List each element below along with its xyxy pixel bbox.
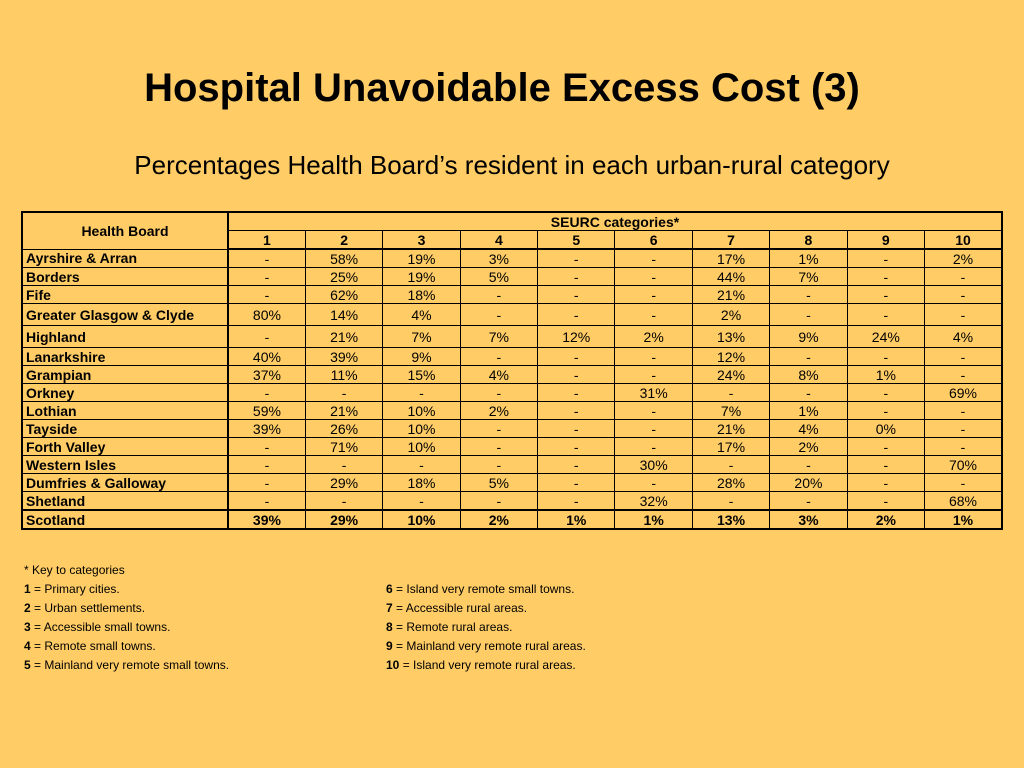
cell-category-3: - bbox=[383, 492, 460, 511]
cell-category-9: - bbox=[847, 249, 924, 268]
cell-category-7: 13% bbox=[692, 510, 769, 529]
key-number: 9 bbox=[386, 639, 393, 653]
cell-category-3: 18% bbox=[383, 474, 460, 492]
cell-category-10: - bbox=[925, 268, 1002, 286]
cell-category-1: 39% bbox=[228, 510, 305, 529]
cell-category-3: 7% bbox=[383, 326, 460, 348]
cell-category-6: 31% bbox=[615, 384, 692, 402]
page-subtitle: Percentages Health Board’s resident in each urban-rural category bbox=[134, 150, 890, 180]
cell-category-5: - bbox=[538, 402, 615, 420]
health-board-name: Tayside bbox=[22, 420, 228, 438]
cell-category-5: - bbox=[538, 268, 615, 286]
cell-category-1: 59% bbox=[228, 402, 305, 420]
key-number: 7 bbox=[386, 601, 393, 615]
health-board-name: Dumfries & Galloway bbox=[22, 474, 228, 492]
cell-category-4: 2% bbox=[460, 402, 537, 420]
cell-category-9: - bbox=[847, 438, 924, 456]
cell-category-6: 1% bbox=[615, 510, 692, 529]
cell-category-5: - bbox=[538, 384, 615, 402]
key-description: = Urban settlements. bbox=[30, 601, 146, 615]
cell-category-8: 7% bbox=[770, 268, 847, 286]
category-header-7: 7 bbox=[692, 231, 769, 250]
key-description: = Remote small towns. bbox=[30, 639, 156, 653]
cell-category-2: 29% bbox=[305, 474, 382, 492]
key-description: = Island very remote rural areas. bbox=[399, 658, 576, 672]
table-row bbox=[22, 268, 1002, 286]
cell-category-8: - bbox=[770, 456, 847, 474]
cell-category-8: - bbox=[770, 384, 847, 402]
cell-category-10: 4% bbox=[925, 326, 1002, 348]
key-description: = Primary cities. bbox=[30, 582, 120, 596]
cell-category-5: - bbox=[538, 474, 615, 492]
health-board-header: Health Board bbox=[22, 212, 228, 249]
cell-category-1: 37% bbox=[228, 366, 305, 384]
cell-category-7: 21% bbox=[692, 420, 769, 438]
cell-category-8: 1% bbox=[770, 402, 847, 420]
cell-category-4: - bbox=[460, 420, 537, 438]
cell-category-8: 4% bbox=[770, 420, 847, 438]
cell-category-9: - bbox=[847, 268, 924, 286]
cell-category-4: 2% bbox=[460, 510, 537, 529]
category-header-4: 4 bbox=[460, 231, 537, 250]
category-header-1: 1 bbox=[228, 231, 305, 250]
cell-category-1: - bbox=[228, 492, 305, 511]
cell-category-10: - bbox=[925, 304, 1002, 326]
cell-category-10: - bbox=[925, 286, 1002, 304]
health-board-name: Forth Valley bbox=[22, 438, 228, 456]
cell-category-3: - bbox=[383, 456, 460, 474]
seurc-group-header: SEURC categories* bbox=[228, 212, 1002, 231]
cell-category-5: - bbox=[538, 420, 615, 438]
cell-category-6: - bbox=[615, 348, 692, 366]
key-description: = Accessible rural areas. bbox=[392, 601, 528, 615]
key-description: = Accessible small towns. bbox=[30, 620, 171, 634]
cell-category-10: - bbox=[925, 474, 1002, 492]
cell-category-6: - bbox=[615, 474, 692, 492]
cell-category-2: 25% bbox=[305, 268, 382, 286]
cell-category-2: 14% bbox=[305, 304, 382, 326]
cell-category-9: - bbox=[847, 348, 924, 366]
health-board-name: Orkney bbox=[22, 384, 228, 402]
cell-category-1: - bbox=[228, 326, 305, 348]
cell-category-5: 1% bbox=[538, 510, 615, 529]
cell-category-2: 71% bbox=[305, 438, 382, 456]
cell-category-8: - bbox=[770, 348, 847, 366]
cell-category-5: - bbox=[538, 366, 615, 384]
category-header-6: 6 bbox=[615, 231, 692, 250]
cell-category-6: - bbox=[615, 304, 692, 326]
cell-category-1: - bbox=[228, 474, 305, 492]
table-row bbox=[22, 420, 1002, 438]
cell-category-9: - bbox=[847, 492, 924, 511]
cell-category-5: 12% bbox=[538, 326, 615, 348]
cell-category-2: 58% bbox=[305, 249, 382, 268]
category-header-3: 3 bbox=[383, 231, 460, 250]
key-description: = Mainland very remote rural areas. bbox=[392, 639, 586, 653]
cell-category-3: 15% bbox=[383, 366, 460, 384]
cell-category-4: 5% bbox=[460, 474, 537, 492]
key-number: 5 bbox=[24, 658, 31, 672]
cell-category-3: 18% bbox=[383, 286, 460, 304]
table-row bbox=[22, 492, 1002, 511]
cell-category-2: 21% bbox=[305, 402, 382, 420]
key-item bbox=[386, 618, 586, 637]
cell-category-10: - bbox=[925, 438, 1002, 456]
cell-category-2: - bbox=[305, 456, 382, 474]
cell-category-8: 1% bbox=[770, 249, 847, 268]
cell-category-5: - bbox=[538, 304, 615, 326]
table-row bbox=[22, 326, 1002, 348]
cell-category-7: 17% bbox=[692, 438, 769, 456]
cell-category-9: - bbox=[847, 456, 924, 474]
key-number: 8 bbox=[386, 620, 393, 634]
key-item bbox=[24, 599, 229, 618]
cell-category-5: - bbox=[538, 348, 615, 366]
cell-category-7: 7% bbox=[692, 402, 769, 420]
cell-category-6: - bbox=[615, 268, 692, 286]
cell-category-5: - bbox=[538, 438, 615, 456]
cell-category-2: 11% bbox=[305, 366, 382, 384]
cell-category-7: 17% bbox=[692, 249, 769, 268]
cell-category-6: - bbox=[615, 366, 692, 384]
cell-category-5: - bbox=[538, 456, 615, 474]
cell-category-9: 1% bbox=[847, 366, 924, 384]
cell-category-2: 39% bbox=[305, 348, 382, 366]
table-row bbox=[22, 384, 1002, 402]
key-item bbox=[24, 637, 229, 656]
cell-category-1: 40% bbox=[228, 348, 305, 366]
key-heading: * Key to categories bbox=[24, 563, 125, 577]
cell-category-10: - bbox=[925, 420, 1002, 438]
cell-category-4: - bbox=[460, 286, 537, 304]
cell-category-2: - bbox=[305, 384, 382, 402]
table-row bbox=[22, 304, 1002, 326]
category-header-5: 5 bbox=[538, 231, 615, 250]
cell-category-9: - bbox=[847, 402, 924, 420]
table-row bbox=[22, 456, 1002, 474]
cell-category-2: 29% bbox=[305, 510, 382, 529]
cell-category-4: - bbox=[460, 384, 537, 402]
cell-category-3: 4% bbox=[383, 304, 460, 326]
key-number: 6 bbox=[386, 582, 393, 596]
cell-category-4: 4% bbox=[460, 366, 537, 384]
cell-category-7: 28% bbox=[692, 474, 769, 492]
cell-category-8: 20% bbox=[770, 474, 847, 492]
key-description: = Remote rural areas. bbox=[392, 620, 513, 634]
key-description: = Mainland very remote small towns. bbox=[30, 658, 230, 672]
cell-category-6: 30% bbox=[615, 456, 692, 474]
cell-category-3: - bbox=[383, 384, 460, 402]
cell-category-7: 21% bbox=[692, 286, 769, 304]
key-number: 2 bbox=[24, 601, 31, 615]
cell-category-10: 1% bbox=[925, 510, 1002, 529]
health-board-name: Lanarkshire bbox=[22, 348, 228, 366]
cell-category-6: - bbox=[615, 438, 692, 456]
key-item bbox=[386, 637, 586, 656]
category-header-10: 10 bbox=[925, 231, 1002, 250]
seurc-table bbox=[21, 211, 1003, 530]
cell-category-6: - bbox=[615, 286, 692, 304]
health-board-name: Lothian bbox=[22, 402, 228, 420]
cell-category-1: - bbox=[228, 286, 305, 304]
cell-category-7: - bbox=[692, 456, 769, 474]
health-board-name: Borders bbox=[22, 268, 228, 286]
cell-category-5: - bbox=[538, 286, 615, 304]
cell-category-3: 9% bbox=[383, 348, 460, 366]
table-row bbox=[22, 438, 1002, 456]
key-number: 4 bbox=[24, 639, 31, 653]
table-row bbox=[22, 286, 1002, 304]
cell-category-8: 2% bbox=[770, 438, 847, 456]
key-left bbox=[24, 561, 229, 675]
cell-category-10: - bbox=[925, 366, 1002, 384]
cell-category-9: - bbox=[847, 304, 924, 326]
cell-category-5: - bbox=[538, 492, 615, 511]
cell-category-4: - bbox=[460, 438, 537, 456]
health-board-name: Shetland bbox=[22, 492, 228, 511]
cell-category-6: 32% bbox=[615, 492, 692, 511]
cell-category-7: 13% bbox=[692, 326, 769, 348]
cell-category-4: - bbox=[460, 348, 537, 366]
cell-category-8: - bbox=[770, 492, 847, 511]
cell-category-2: 21% bbox=[305, 326, 382, 348]
cell-category-4: 7% bbox=[460, 326, 537, 348]
key-item bbox=[386, 656, 586, 675]
health-board-name: Ayrshire & Arran bbox=[22, 249, 228, 268]
key-item bbox=[24, 656, 229, 675]
cell-category-9: - bbox=[847, 286, 924, 304]
health-board-name: Grampian bbox=[22, 366, 228, 384]
total-row bbox=[22, 510, 1002, 529]
cell-category-4: - bbox=[460, 304, 537, 326]
cell-category-2: 26% bbox=[305, 420, 382, 438]
cell-category-7: 44% bbox=[692, 268, 769, 286]
cell-category-4: 5% bbox=[460, 268, 537, 286]
cell-category-9: 0% bbox=[847, 420, 924, 438]
key-item bbox=[386, 580, 586, 599]
cell-category-8: 3% bbox=[770, 510, 847, 529]
table-body bbox=[22, 249, 1002, 529]
cell-category-4: 3% bbox=[460, 249, 537, 268]
key-description: = Island very remote small towns. bbox=[392, 582, 575, 596]
health-board-name: Highland bbox=[22, 326, 228, 348]
key-item bbox=[386, 599, 586, 618]
cell-category-7: 24% bbox=[692, 366, 769, 384]
table-row bbox=[22, 474, 1002, 492]
cell-category-1: - bbox=[228, 438, 305, 456]
table-row bbox=[22, 249, 1002, 268]
cell-category-3: 10% bbox=[383, 510, 460, 529]
health-board-name: Western Isles bbox=[22, 456, 228, 474]
cell-category-6: 2% bbox=[615, 326, 692, 348]
cell-category-2: 62% bbox=[305, 286, 382, 304]
health-board-name: Fife bbox=[22, 286, 228, 304]
table-row bbox=[22, 366, 1002, 384]
cell-category-4: - bbox=[460, 456, 537, 474]
category-header-9: 9 bbox=[847, 231, 924, 250]
key-right bbox=[386, 580, 586, 675]
cell-category-3: 10% bbox=[383, 402, 460, 420]
cell-category-4: - bbox=[460, 492, 537, 511]
cell-category-5: - bbox=[538, 249, 615, 268]
key-number: 3 bbox=[24, 620, 31, 634]
cell-category-10: - bbox=[925, 402, 1002, 420]
category-header-8: 8 bbox=[770, 231, 847, 250]
cell-category-7: - bbox=[692, 384, 769, 402]
key-number: 1 bbox=[24, 582, 31, 596]
cell-category-9: 24% bbox=[847, 326, 924, 348]
key-number: 10 bbox=[386, 658, 400, 672]
cell-category-1: 39% bbox=[228, 420, 305, 438]
cell-category-7: - bbox=[692, 492, 769, 511]
category-header-2: 2 bbox=[305, 231, 382, 250]
cell-category-9: 2% bbox=[847, 510, 924, 529]
cell-category-10: 68% bbox=[925, 492, 1002, 511]
cell-category-6: - bbox=[615, 402, 692, 420]
cell-category-10: 70% bbox=[925, 456, 1002, 474]
cell-category-1: - bbox=[228, 249, 305, 268]
cell-category-9: - bbox=[847, 474, 924, 492]
cell-category-2: - bbox=[305, 492, 382, 511]
health-board-name: Scotland bbox=[22, 510, 228, 529]
cell-category-6: - bbox=[615, 420, 692, 438]
cell-category-10: 2% bbox=[925, 249, 1002, 268]
cell-category-3: 10% bbox=[383, 420, 460, 438]
cell-category-9: - bbox=[847, 384, 924, 402]
key-item bbox=[24, 618, 229, 637]
cell-category-7: 2% bbox=[692, 304, 769, 326]
table-row bbox=[22, 402, 1002, 420]
cell-category-6: - bbox=[615, 249, 692, 268]
cell-category-8: 8% bbox=[770, 366, 847, 384]
table-row bbox=[22, 348, 1002, 366]
cell-category-8: - bbox=[770, 304, 847, 326]
cell-category-8: 9% bbox=[770, 326, 847, 348]
cell-category-1: 80% bbox=[228, 304, 305, 326]
cell-category-3: 19% bbox=[383, 268, 460, 286]
cell-category-1: - bbox=[228, 456, 305, 474]
cell-category-1: - bbox=[228, 268, 305, 286]
health-board-name: Greater Glasgow & Clyde bbox=[22, 304, 228, 326]
key-item bbox=[24, 580, 229, 599]
cell-category-10: 69% bbox=[925, 384, 1002, 402]
cell-category-8: - bbox=[770, 286, 847, 304]
page-title: Hospital Unavoidable Excess Cost (3) bbox=[144, 66, 860, 110]
cell-category-7: 12% bbox=[692, 348, 769, 366]
cell-category-3: 19% bbox=[383, 249, 460, 268]
cell-category-3: 10% bbox=[383, 438, 460, 456]
cell-category-1: - bbox=[228, 384, 305, 402]
cell-category-10: - bbox=[925, 348, 1002, 366]
